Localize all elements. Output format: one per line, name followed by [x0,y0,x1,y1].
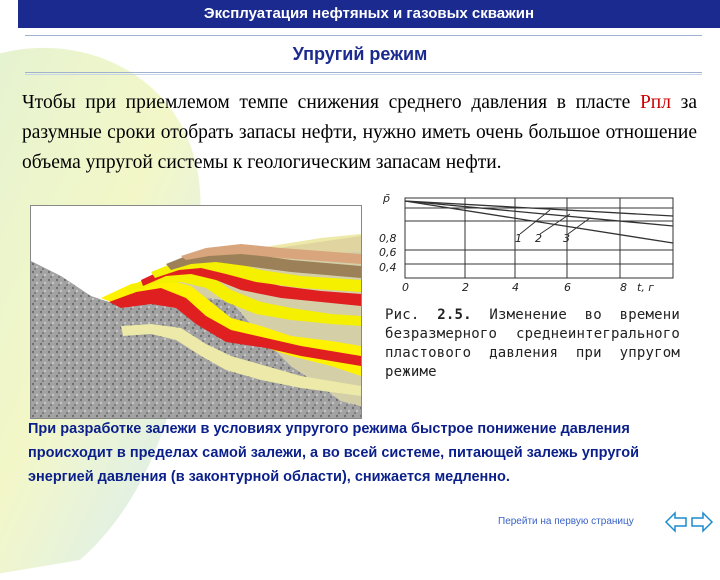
curve-label-leader [540,214,570,234]
x-tick-label: 4 [512,281,519,294]
back-arrow-icon[interactable] [666,513,686,531]
main-text-after: за разумные сроки отобрать запасы нефти, нужно иметь очень большое отношение объема упругой системы к геологическим запасам нефти. [22,92,697,173]
caption-number: 2.5. [437,307,472,323]
main-text-before: Чтобы при приемлемом темпе снижения среднего давления в пласте [22,92,640,113]
divider-under-title [25,72,702,73]
y-tick-label: 0,8 [379,232,397,245]
first-page-link[interactable]: Перейти на первую страницу [498,516,634,527]
curve-label-3: 3 [563,232,570,245]
slide-title: Упругий режим [292,44,428,64]
x-tick-label: 0 [402,281,409,294]
curve-label-1: 1 [515,232,522,245]
caption-prefix: Рис. [385,307,438,323]
main-paragraph [22,88,697,178]
y-axis-symbol: p̄ [383,192,390,205]
caption-text: Изменение во времени безразмерного среднеинтегрального пластового давления при упругом режиме [385,307,680,380]
x-tick-label: 8 [620,281,627,294]
y-tick-label: 0,6 [379,246,397,259]
x-axis-label: t, г [637,281,655,294]
header-bar [18,0,720,28]
figure-caption [385,306,680,382]
x-tick-label: 2 [462,281,469,294]
curve-label-leader [568,218,590,234]
bottom-paragraph: При разработке залежи в условиях упругого режима быстрое понижение давления происходит в пределах самой залежи, а во всей системе, питающей залежь упругой энергией давления (в законтурной области), снижается медленно. [28,421,640,485]
forward-arrow-icon[interactable] [692,513,712,531]
x-tick-label: 6 [564,281,571,294]
navigation-arrows[interactable] [664,510,714,534]
curve-label-2: 2 [535,232,542,245]
y-tick-label: 0,4 [379,261,397,274]
header-title: Эксплуатация нефтяных и газовых скважин [203,5,535,22]
pressure-symbol: Рпл [639,92,671,113]
geological-section-image [30,205,362,419]
divider-top [25,35,702,36]
divider-under-title-secondary [25,74,702,75]
